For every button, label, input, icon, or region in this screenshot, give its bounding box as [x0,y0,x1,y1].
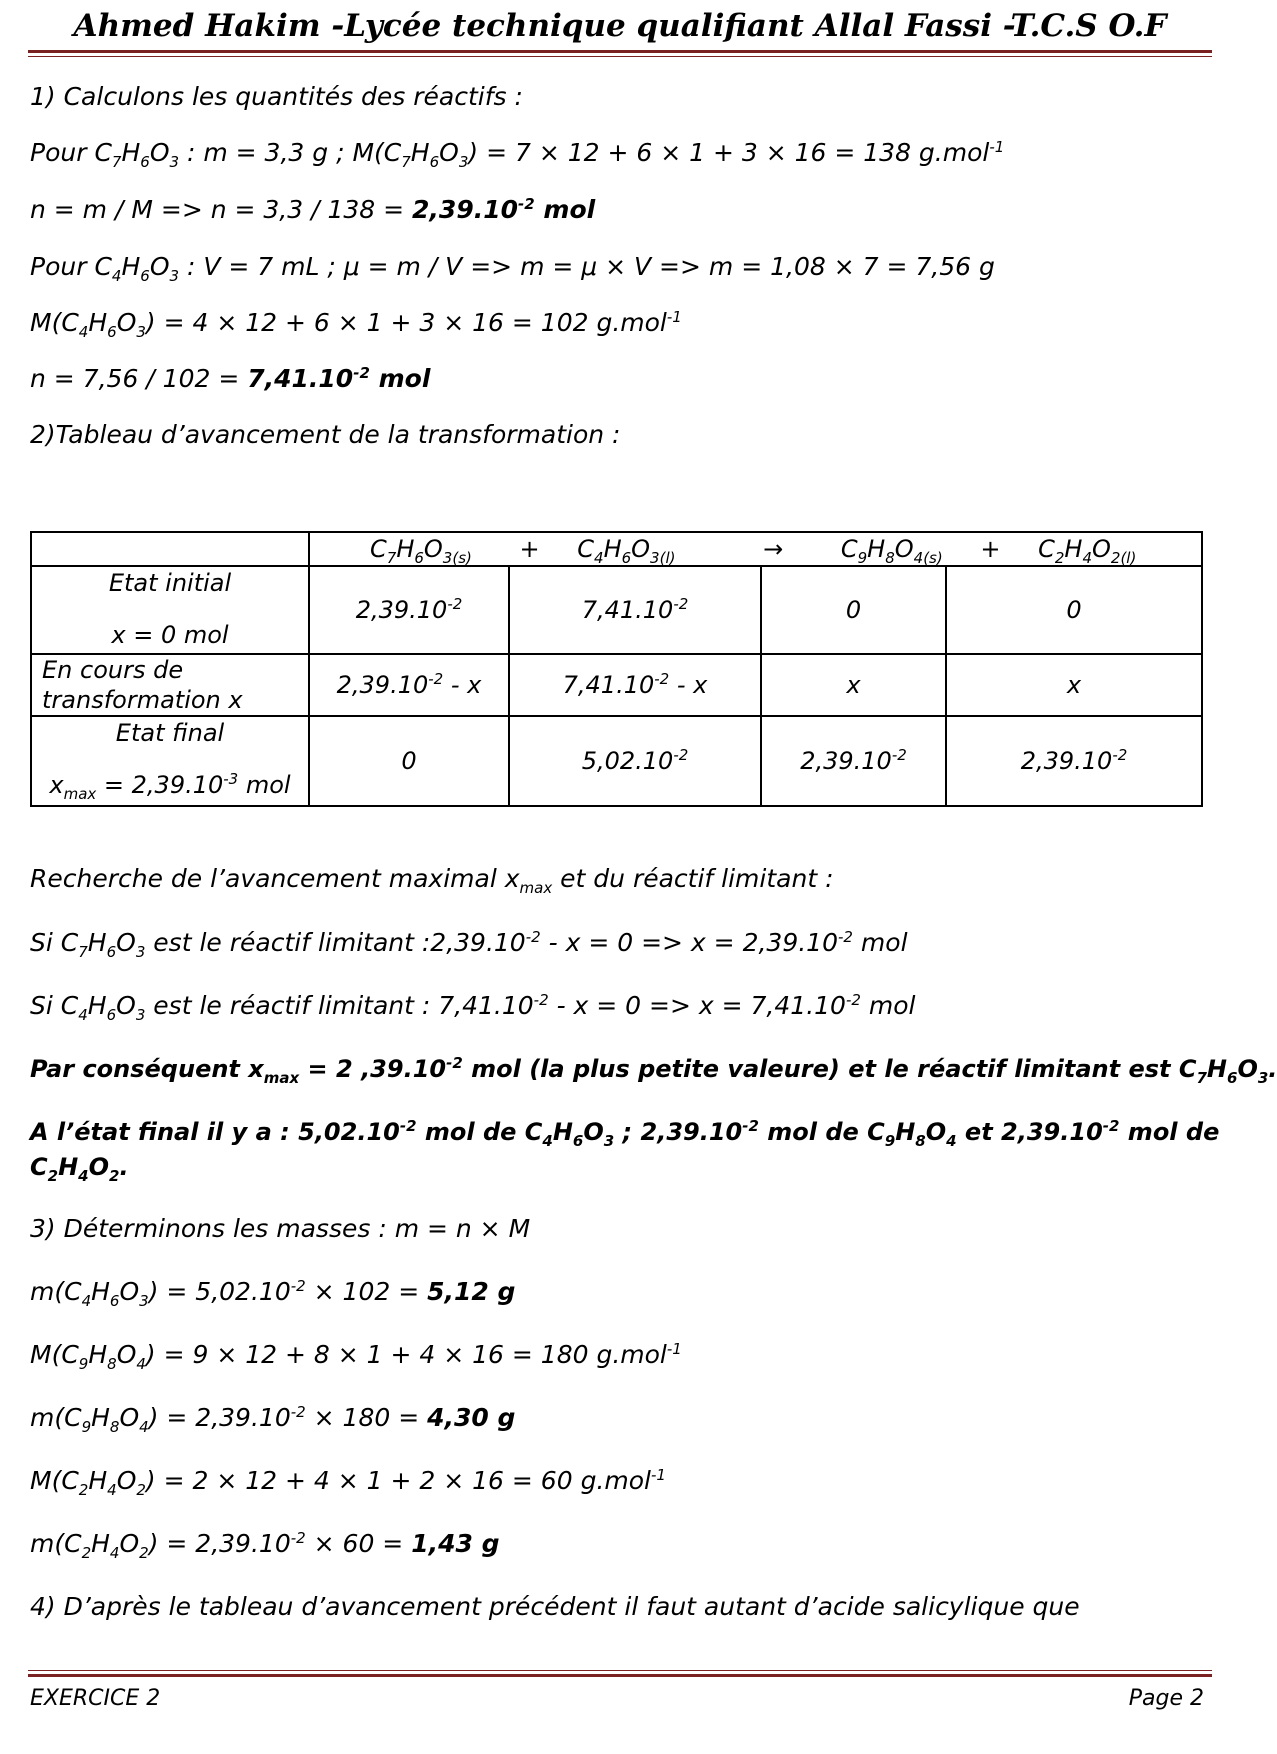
q4-text: 4) D’après le tableau d’avancement précédent il faut autant d’acide salicylique que [30,1592,1080,1621]
q2-title: 2)Tableau d’avancement de la transformation : [30,420,621,449]
q2-final-state: A l’état final il y a : $5,02.10^{-2}$ mol de $C_4H_6O_3$ ; $2,39.10^{-2}$ mol de $C_9H_8O_4$ et $2,39.10^{-2}$ mol de [30,1117,1220,1150]
table-row: Etat initial x = 0 mol $2,39.10^{-2}$ $7,41.10^{-2}$ 0 0 [31,566,1202,654]
q3-line-5: $m(C_2H_4O_2) = 2,39.10^{-2} \times 60 = 1,43$ g [30,1529,500,1562]
table-equation-row [31,532,1202,566]
q3-title: 3) Déterminons les masses : m = n × M [30,1214,531,1243]
footer-exercise: EXERCICE 2 [30,1686,161,1711]
q3-line-2: $M(C_9H_8O_4) = 9 \times 12 + 8 \times 1 + 4 \times 16 = 180$ g.mol$^{-1}$ [30,1340,682,1373]
q1-line-c: Pour $C_4H_6O_3$ : V = 7 mL ; μ = m / V => m = μ × V => m = 1,08 × 7 = 7,56 g [30,252,995,285]
q1-line-b: $n = m / M => n = 3,3 / 138 = 2,39.10^{-2}$ mol [30,195,596,224]
q3-line-3: $m(C_9H_8O_4) = 2,39.10^{-2} \times 180 = 4,30$ g [30,1403,516,1436]
header-rule [28,50,1212,53]
q2-si2: Si $C_4H_6O_3$ est le réactif limitant : $7,41.10^{-2} - x = 0 => x = 7,41.10^{-2}$ mol [30,991,916,1024]
q2-si1: Si $C_7H_6O_3$ est le réactif limitant $:2,39.10^{-2} - x = 0 => x = 2,39.10^{-2}$ mol [30,928,908,961]
page-header-title: Ahmed Hakim -Lycée technique qualifiant Allal Fassi -T.C.S O.F [73,8,1167,44]
advancement-table [30,531,1203,807]
footer-rule [28,1674,1212,1677]
footer-rule-thin [28,1670,1212,1671]
q2-final-state-cont: $C_2H_4O_2$. [30,1153,129,1185]
q3-line-1: $m(C_4H_6O_3) = 5,02.10^{-2} \times 102 = 5,12$ g [30,1277,516,1310]
q1-line-a: Pour $C_7H_6O_3$ : m = 3,3 g ; $M(C_7H_6O_3) = 7 \times 12 + 6 \times 1 + 3 \times 16 = 138$ g.mol$^{-1}$ [30,138,1005,171]
q3-line-4: $M(C_2H_4O_2) = 2 \times 12 + 4 \times 1 + 2 \times 16 = 60$ g.mol$^{-1}$ [30,1466,666,1499]
q2-conclusion: Par conséquent $x_{max} = 2$ $,39.10^{-2}$ mol (la plus petite valeure) et le réactif limitant est $C_7H_6O_3$. [30,1054,1277,1087]
table-row: Etat final $x_{max} = 2,39.10^{-3}$ mol 0 $5,02.10^{-2}$ $2,39.10^{-2}$ $2,39.10^{-2}$ [31,716,1202,806]
q2-search: Recherche de l’avancement maximal $x_{max}$ et du réactif limitant : [30,864,834,897]
header-rule-thin [28,56,1212,57]
table-row: En cours de transformation x $2,39.10^{-2}$ - x $7,41.10^{-2}$ - x x x [31,654,1202,716]
footer-page-number: Page 2 [1128,1686,1204,1711]
q1-title: 1) Calculons les quantités des réactifs : [30,82,523,111]
q1-line-d: $M(C_4H_6O_3) = 4 \times 12 + 6 \times 1 + 3 \times 16 = 102$ g.mol$^{-1}$ [30,308,682,341]
q1-line-e: $n = 7,56 / 102 = 7,41.10^{-2}$ mol [30,364,431,393]
reaction-equation: $C_7H_6O_{3(s)} + C_4H_6O_{3(l)} \to C_9H_8O_{4(s)} + C_2H_4O_{2(l)}$ [309,532,1202,566]
